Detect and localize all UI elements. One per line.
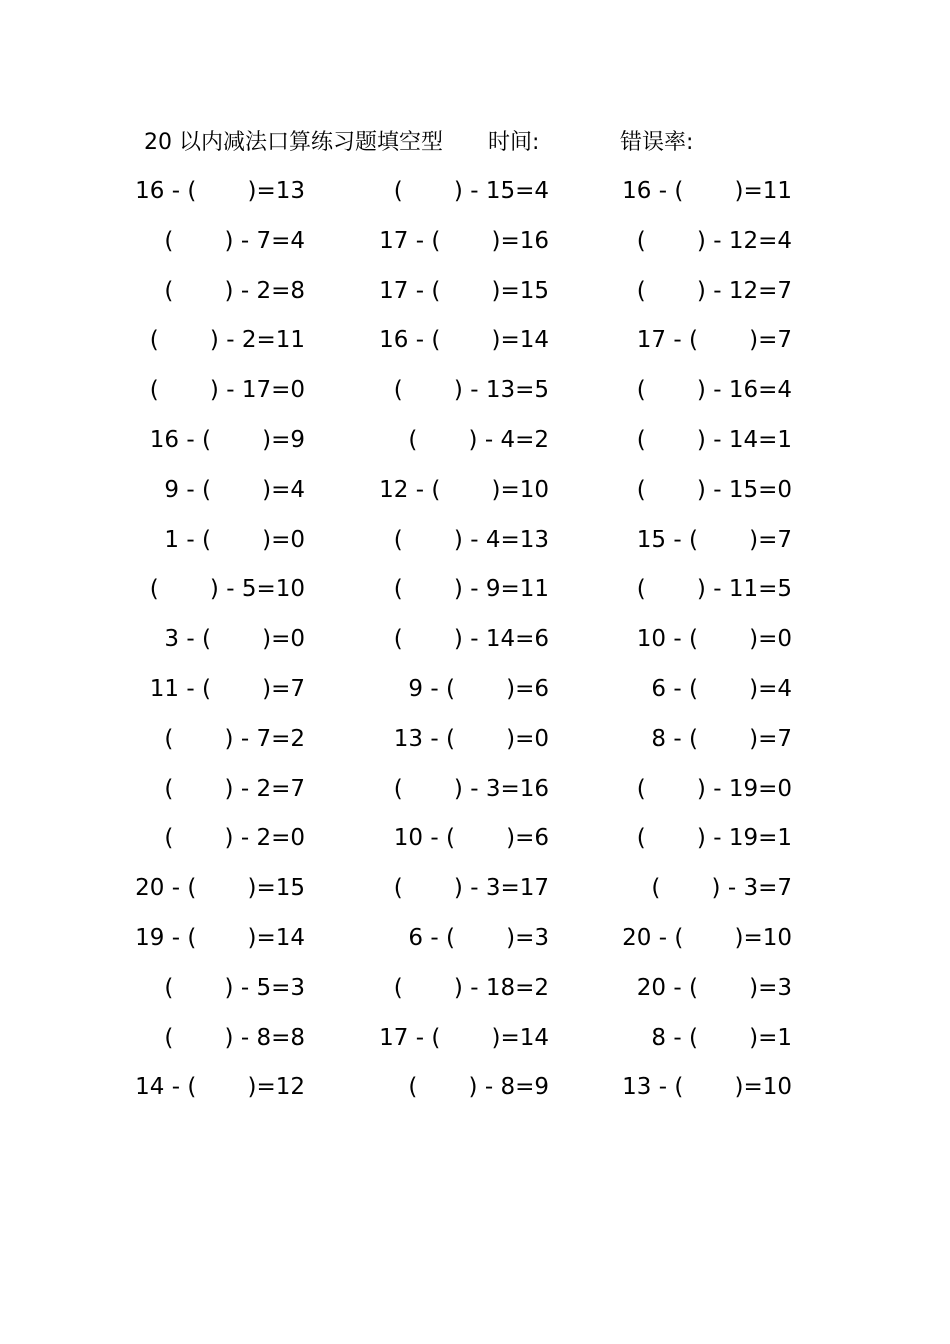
problem-item: 9 - ( )=4	[164, 476, 305, 503]
problem-item: ( ) - 3=17	[393, 875, 549, 902]
problem-item: ( ) - 17=0	[149, 377, 305, 404]
problem-item: ( ) - 7=4	[164, 227, 305, 254]
problem-row	[0, 971, 950, 1021]
problem-item: 8 - ( )=1	[651, 1024, 792, 1051]
problem-item: ( ) - 9=11	[393, 576, 549, 603]
problem-item: 17 - ( )=16	[379, 227, 549, 254]
problem-item: 10 - ( )=6	[393, 825, 549, 852]
problem-item: 8 - ( )=7	[651, 725, 792, 752]
problem-item: ( ) - 15=4	[393, 178, 549, 204]
problem-item: ( ) - 19=1	[636, 825, 792, 852]
problem-item: 3 - ( )=0	[164, 626, 305, 653]
problem-item: ( ) - 15=0	[636, 476, 792, 503]
problem-item: ( ) - 5=10	[149, 576, 305, 603]
problem-row	[0, 423, 950, 473]
problem-item: ( ) - 2=8	[164, 277, 305, 304]
problem-item: ( ) - 4=2	[408, 426, 549, 453]
problem-item: 16 - ( )=13	[135, 178, 305, 204]
problem-item: ( ) - 2=11	[149, 327, 305, 354]
problem-item: ( ) - 4=13	[393, 526, 549, 553]
problem-item: 10 - ( )=0	[636, 626, 792, 653]
problem-item: 17 - ( )=14	[379, 1024, 549, 1051]
problem-item: ( ) - 7=2	[164, 725, 305, 752]
problem-row	[0, 722, 950, 772]
problem-item: ( ) - 14=6	[393, 626, 549, 653]
problem-row	[0, 174, 950, 224]
problem-item: ( ) - 2=7	[164, 775, 305, 802]
problem-item: 17 - ( )=15	[379, 277, 549, 304]
problem-item: 13 - ( )=0	[393, 725, 549, 752]
problem-item: 1 - ( )=0	[164, 526, 305, 553]
problem-item: ( ) - 14=1	[636, 426, 792, 453]
problem-item: ( ) - 12=4	[636, 227, 792, 254]
problem-row	[0, 821, 950, 871]
problem-item: 9 - ( )=6	[408, 675, 549, 702]
problem-item: ( ) - 18=2	[393, 974, 549, 1001]
problem-item: ( ) - 19=0	[636, 775, 792, 802]
problem-item: 12 - ( )=10	[379, 476, 549, 503]
problem-row	[0, 323, 950, 373]
problem-row	[0, 473, 950, 523]
problem-item: 19 - ( )=14	[135, 924, 305, 951]
problem-grid	[0, 174, 950, 1120]
problem-item: ( ) - 8=8	[164, 1024, 305, 1051]
problem-item: 16 - ( )=11	[622, 178, 792, 204]
problem-item: ( ) - 2=0	[164, 825, 305, 852]
worksheet-title: 20 以内减法口算练习题填空型	[144, 130, 443, 155]
problem-item: 13 - ( )=10	[622, 1074, 792, 1101]
problem-row	[0, 274, 950, 324]
problem-row	[0, 224, 950, 274]
problem-item: ( ) - 3=16	[393, 775, 549, 802]
problem-item: 20 - ( )=15	[135, 875, 305, 902]
problem-row	[0, 921, 950, 971]
problem-row	[0, 373, 950, 423]
problem-item: 20 - ( )=3	[636, 974, 792, 1001]
problem-item: 17 - ( )=7	[636, 327, 792, 354]
problem-item: ( ) - 5=3	[164, 974, 305, 1001]
problem-item: 14 - ( )=12	[135, 1074, 305, 1101]
problem-item: 16 - ( )=9	[149, 426, 305, 453]
problem-item: 6 - ( )=4	[651, 675, 792, 702]
problem-item: ( ) - 11=5	[636, 576, 792, 603]
problem-item: ( ) - 12=7	[636, 277, 792, 304]
problem-row	[0, 523, 950, 573]
problem-item: ( ) - 8=9	[408, 1074, 549, 1101]
problem-row	[0, 572, 950, 622]
worksheet-header	[0, 126, 950, 160]
problem-item: 11 - ( )=7	[149, 675, 305, 702]
problem-item: 6 - ( )=3	[408, 924, 549, 951]
problem-row	[0, 672, 950, 722]
problem-row	[0, 871, 950, 921]
problem-item: ( ) - 13=5	[393, 377, 549, 404]
problem-row	[0, 1070, 950, 1120]
time-label: 时间:	[488, 130, 540, 155]
problem-item: 15 - ( )=7	[636, 526, 792, 553]
problem-item: ( ) - 16=4	[636, 377, 792, 404]
problem-item: 16 - ( )=14	[379, 327, 549, 354]
problem-item: 20 - ( )=10	[622, 924, 792, 951]
problem-item: ( ) - 3=7	[651, 875, 792, 902]
problem-row	[0, 1021, 950, 1071]
problem-row	[0, 772, 950, 822]
error-rate-label: 错误率:	[620, 130, 694, 155]
problem-row	[0, 622, 950, 672]
